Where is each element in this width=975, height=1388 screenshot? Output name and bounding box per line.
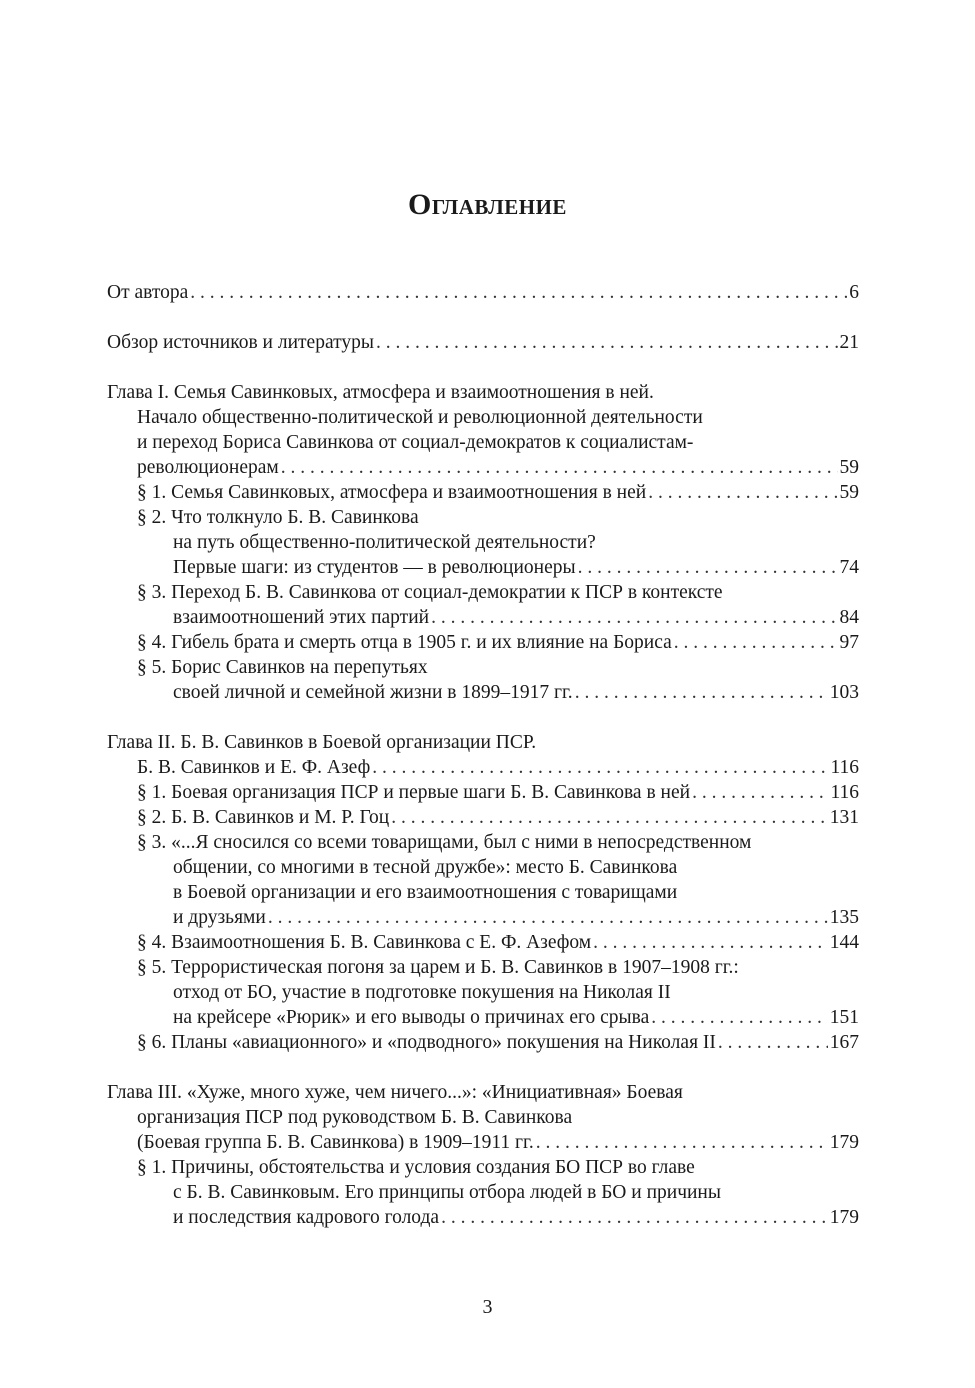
dot-leader [190,280,847,305]
toc-chapter-3-line[interactable] [107,1130,859,1155]
toc-entry-text: § 5. Террористическая погоня за царем и Б. В. Савинков в 1907–1908 гг.: [137,957,739,978]
toc-chapter-1-line[interactable] [107,380,859,405]
toc-section-1-2[interactable] [107,555,859,580]
toc-entry-text: (Боевая группа Б. В. Савинкова) в 1909–1911 гг. [137,1132,534,1153]
toc-entry-text: общении, со многими в тесной дружбе»: место Б. Савинкова [173,857,678,878]
toc-page-number: 151 [829,1007,859,1028]
toc-entry-text: § 5. Борис Савинков на перепутьях [137,657,428,678]
toc-entry-text: своей личной и семейной жизни в 1899–1917 гг. [173,682,573,703]
dot-leader [648,480,837,505]
toc-section-2-2[interactable] [107,805,859,830]
toc-chapter-2-line[interactable] [107,730,859,755]
toc-chapter-2-line[interactable] [107,755,859,780]
toc-entry-text: § 1. Семья Савинковых, атмосфера и взаимоотношения в ней [137,482,647,503]
toc-page-number: 144 [829,932,859,953]
toc-page-number: 103 [829,682,859,703]
toc-section-1-4[interactable] [107,630,859,655]
dot-leader [281,455,838,480]
dot-leader [718,1030,828,1055]
toc-section-1-2[interactable] [107,505,859,530]
dot-leader [431,605,837,630]
toc-entry-text: и переход Бориса Савинкова от социал-демократов к социалистам- [137,432,694,453]
toc-page-number: 167 [829,1032,859,1053]
toc-section-2-4[interactable] [107,930,859,955]
toc-section-2-3[interactable] [107,855,859,880]
dot-leader [593,930,828,955]
toc-chapter-1-line[interactable] [107,455,859,480]
toc-section-2-5[interactable] [107,980,859,1005]
toc-page-number: 59 [839,457,859,478]
page-title: Оглавление [408,188,567,221]
toc-entry-text: Глава III. «Хуже, много хуже, чем ничего...»: «Инициативная» Боевая [107,1082,683,1103]
toc-section-1-3[interactable] [107,580,859,605]
toc-entry-text: От автора [107,282,189,303]
dot-leader [268,905,828,930]
dot-leader [674,630,838,655]
toc-entry-text: § 3. «...Я сносился со всеми товарищами, был с ними в непосредственном [137,832,752,853]
toc-page-number: 116 [830,782,859,803]
dot-leader [441,1205,828,1230]
dot-leader [575,680,828,705]
toc-page-number: 84 [839,607,859,628]
dot-leader [651,1005,828,1030]
toc-page-number: 116 [830,757,859,778]
toc-section-2-3[interactable] [107,830,859,855]
toc-entry-text: § 2. Что толкнуло Б. В. Савинкова [137,507,419,528]
toc-entry-text: § 3. Переход Б. В. Савинкова от социал-демократии к ПСР в контексте [137,582,723,603]
toc-entry-text: Обзор источников и литературы [107,332,374,353]
toc-page-number: 21 [839,332,859,353]
toc-entry-text: с Б. В. Савинковым. Его принципы отбора людей в БО и причины [173,1182,721,1203]
toc-entry-text: революционерам [137,457,279,478]
table-of-contents [107,280,859,1230]
toc-page-number: 6 [849,282,859,303]
toc-section-1-3[interactable] [107,605,859,630]
toc-section-1-5[interactable] [107,655,859,680]
toc-page-number: 59 [839,482,859,503]
toc-section-2-1[interactable] [107,780,859,805]
toc-chapter-3-line[interactable] [107,1105,859,1130]
dot-leader [692,780,828,805]
toc-entry-text: Глава II. Б. В. Савинков в Боевой организации ПСР. [107,732,537,753]
toc-entry-text: Первые шаги: из студентов — в революционеры [173,557,576,578]
toc-entry-text: взаимоотношений этих партий [173,607,430,628]
page-number: 3 [482,1296,493,1318]
toc-chapter-1-line[interactable] [107,405,859,430]
toc-entry-text: § 6. Планы «авиационного» и «подводного» покушения на Николая II [137,1032,716,1053]
toc-entry-text: организация ПСР под руководством Б. В. Савинкова [137,1107,573,1128]
toc-entry-text: § 1. Причины, обстоятельства и условия создания БО ПСР во главе [137,1157,695,1178]
toc-section-2-5[interactable] [107,1005,859,1030]
toc-chapter-3-line[interactable] [107,1080,859,1105]
toc-entry-text: на путь общественно-политической деятельности? [173,532,596,553]
toc-section-2-6[interactable] [107,1030,859,1055]
toc-chapter-1-line[interactable] [107,430,859,455]
toc-page-number: 131 [829,807,859,828]
toc-entry-sources-review[interactable] [107,330,859,355]
toc-section-2-3[interactable] [107,880,859,905]
toc-section-1-1[interactable] [107,480,859,505]
toc-page-number: 179 [829,1207,859,1228]
toc-page-number: 74 [839,557,859,578]
dot-leader [376,330,838,355]
dot-leader [372,755,828,780]
toc-page-number: 179 [829,1132,859,1153]
toc-entry-text: § 4. Гибель брата и смерть отца в 1905 г. и их влияние на Бориса [137,632,672,653]
toc-section-3-1[interactable] [107,1180,859,1205]
toc-entry-text: § 2. Б. В. Савинков и М. Р. Гоц [137,807,390,828]
dot-leader [578,555,838,580]
toc-section-1-5[interactable] [107,680,859,705]
toc-section-1-2[interactable] [107,530,859,555]
toc-entry-text: на крейсере «Рюрик» и его выводы о причинах его срыва [173,1007,650,1028]
dot-leader [391,805,828,830]
toc-section-2-3[interactable] [107,905,859,930]
toc-entry-text: Глава I. Семья Савинковых, атмосфера и взаимоотношения в ней. [107,382,654,403]
toc-entry-text: § 4. Взаимоотношения Б. В. Савинкова с Е. Ф. Азефом [137,932,592,953]
toc-entry-text: и последствия кадрового голода [173,1207,440,1228]
toc-section-2-5[interactable] [107,955,859,980]
toc-section-3-1[interactable] [107,1155,859,1180]
dot-leader [536,1130,828,1155]
toc-entry-text: отход от БО, участие в подготовке покушения на Николая II [173,982,671,1003]
toc-page-number: 97 [839,632,859,653]
toc-entry-text: Б. В. Савинков и Е. Ф. Азеф [137,757,371,778]
toc-entry-text: Начало общественно-политической и революционной деятельности [137,407,703,428]
toc-entry-text: § 1. Боевая организация ПСР и первые шаги Б. В. Савинкова в ней [137,782,691,803]
toc-entry-text: и друзьями [173,907,266,928]
toc-entry-text: в Боевой организации и его взаимоотношения с товарищами [173,882,678,903]
toc-page-number: 135 [829,907,859,928]
toc-section-3-1[interactable] [107,1205,859,1230]
toc-entry-from-author[interactable] [107,280,859,305]
